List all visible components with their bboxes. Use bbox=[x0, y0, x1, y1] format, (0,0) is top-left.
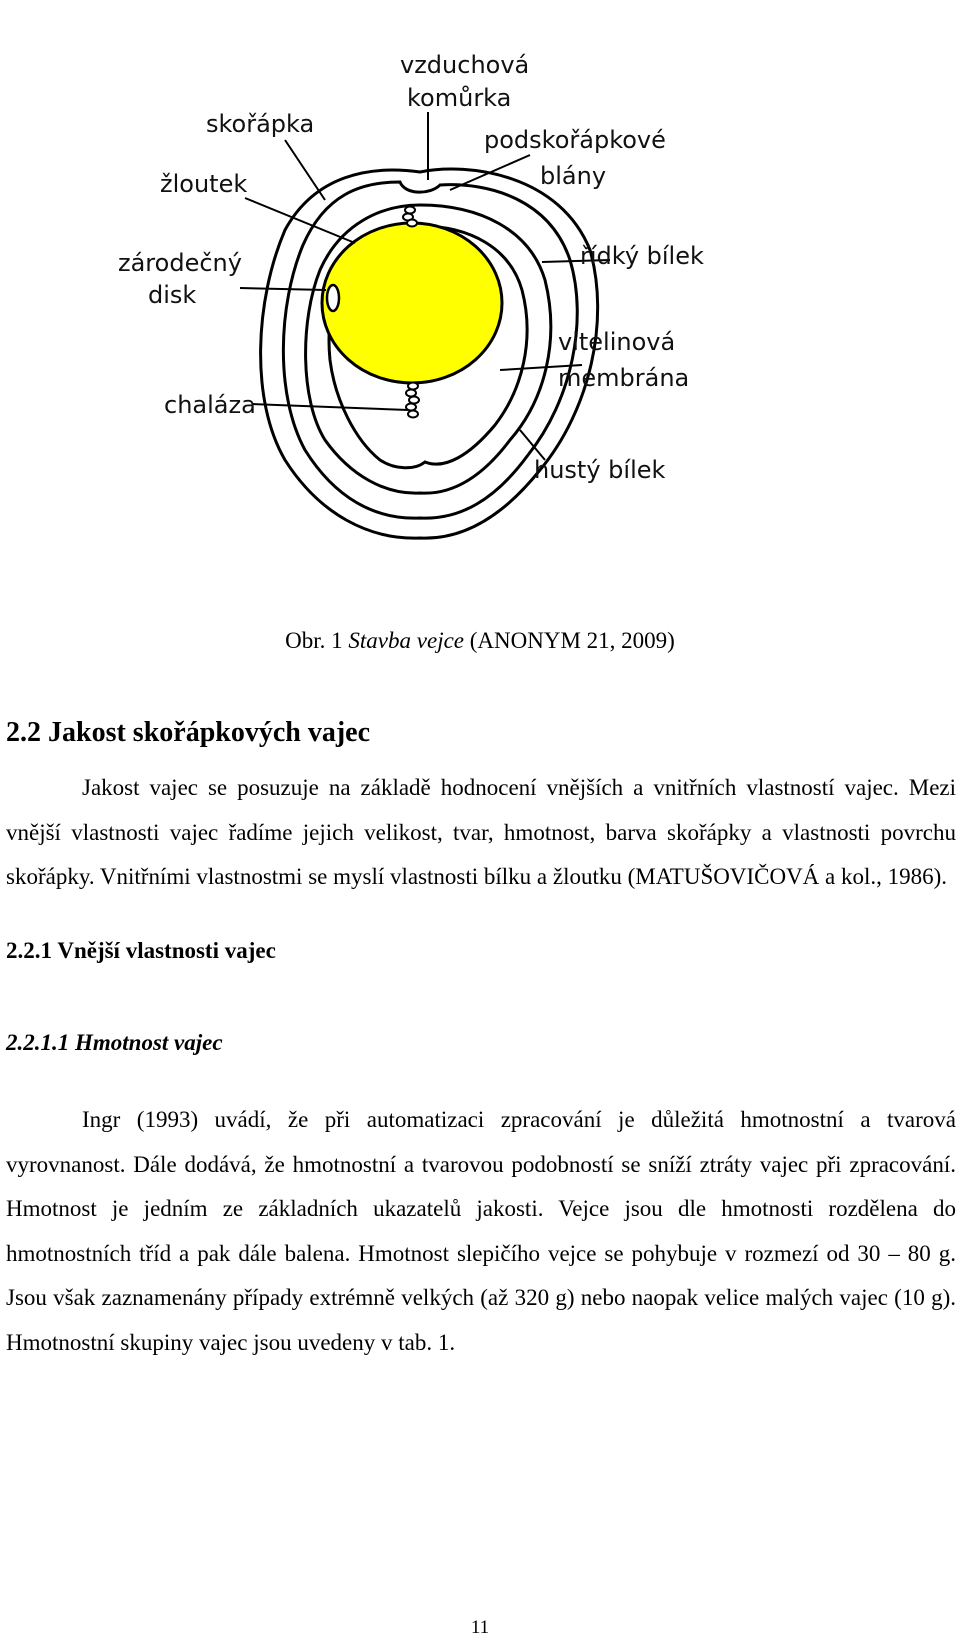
germinal-disc bbox=[327, 285, 339, 311]
yolk bbox=[322, 223, 502, 383]
label-thin-albumen: řídký bílek bbox=[580, 242, 704, 270]
label-thick-albumen: hustý bílek bbox=[534, 456, 666, 484]
label-air-cell-1: vzduchová bbox=[400, 51, 530, 79]
egg-diagram bbox=[0, 0, 960, 620]
section-paragraph: Jakost vajec se posuzuje na základě hodnocení vnějších a vnitřních vlastností vajec. Mezi vnější vlastnosti vajec řadíme jejich velikost, tvar, hmotnost, barva skořápky a vlastnosti povrchu skořápky. Vnitřními vlastnostmi se myslí vlastnosti bílku a žloutku (MATUŠOVIČOVÁ a kol., 1986). bbox=[6, 775, 956, 889]
label-germinal-disc-1: zárodečný bbox=[118, 249, 242, 277]
section-heading: 2.2 Jakost skořápkových vajec bbox=[6, 717, 371, 748]
label-yolk: žloutek bbox=[160, 170, 248, 198]
label-vitelline-membrane-1: vitelinová bbox=[558, 328, 676, 356]
page-number: 11 bbox=[470, 1617, 490, 1638]
egg-structure-figure bbox=[0, 0, 960, 620]
caption-suffix: (ANONYM 21, 2009) bbox=[464, 628, 675, 653]
caption-prefix: Obr. 1 bbox=[285, 628, 349, 653]
label-chalaza: chaláza bbox=[164, 391, 256, 419]
label-shell: skořápka bbox=[206, 110, 315, 138]
label-vitelline-membrane-2: membrána bbox=[558, 364, 690, 392]
caption-title: Stavba vejce bbox=[348, 628, 464, 653]
subsubsection-paragraph: Ingr (1993) uvádí, že při automatizaci zpracování je důležitá hmotnostní a tvarová vyrovnanost. Dále dodává, že hmotnostní a tvarovou podobností se sníží ztráty vajec při zpracování. Hmotnost je jedním ze základních ukazatelů jakosti. Vejce jsou dle hmotnosti rozdělena do hmotnostních tříd a pak dále balena. Hmotnost slepičího vejce se pohybuje v rozmezí od 30 – 80 g. Jsou však zaznamenány případy extrémně velkých (až 320 g) nebo naopak velice malých vajec (10 g). Hmotnostní skupiny vajec jsou uvedeny v tab. 1. bbox=[6, 1107, 956, 1355]
label-germinal-disc-2: disk bbox=[148, 281, 197, 309]
figure-caption bbox=[0, 626, 960, 656]
subsection-heading: 2.2.1 Vnější vlastnosti vajec bbox=[6, 938, 276, 963]
label-air-cell-2: komůrka bbox=[407, 84, 512, 112]
subsubsection-heading: 2.2.1.1 Hmotnost vajec bbox=[6, 1030, 223, 1055]
label-shell-membranes-1: podskořápkové bbox=[484, 126, 666, 154]
label-shell-membranes-2: blány bbox=[540, 162, 607, 190]
chalaza-bottom bbox=[406, 383, 419, 418]
